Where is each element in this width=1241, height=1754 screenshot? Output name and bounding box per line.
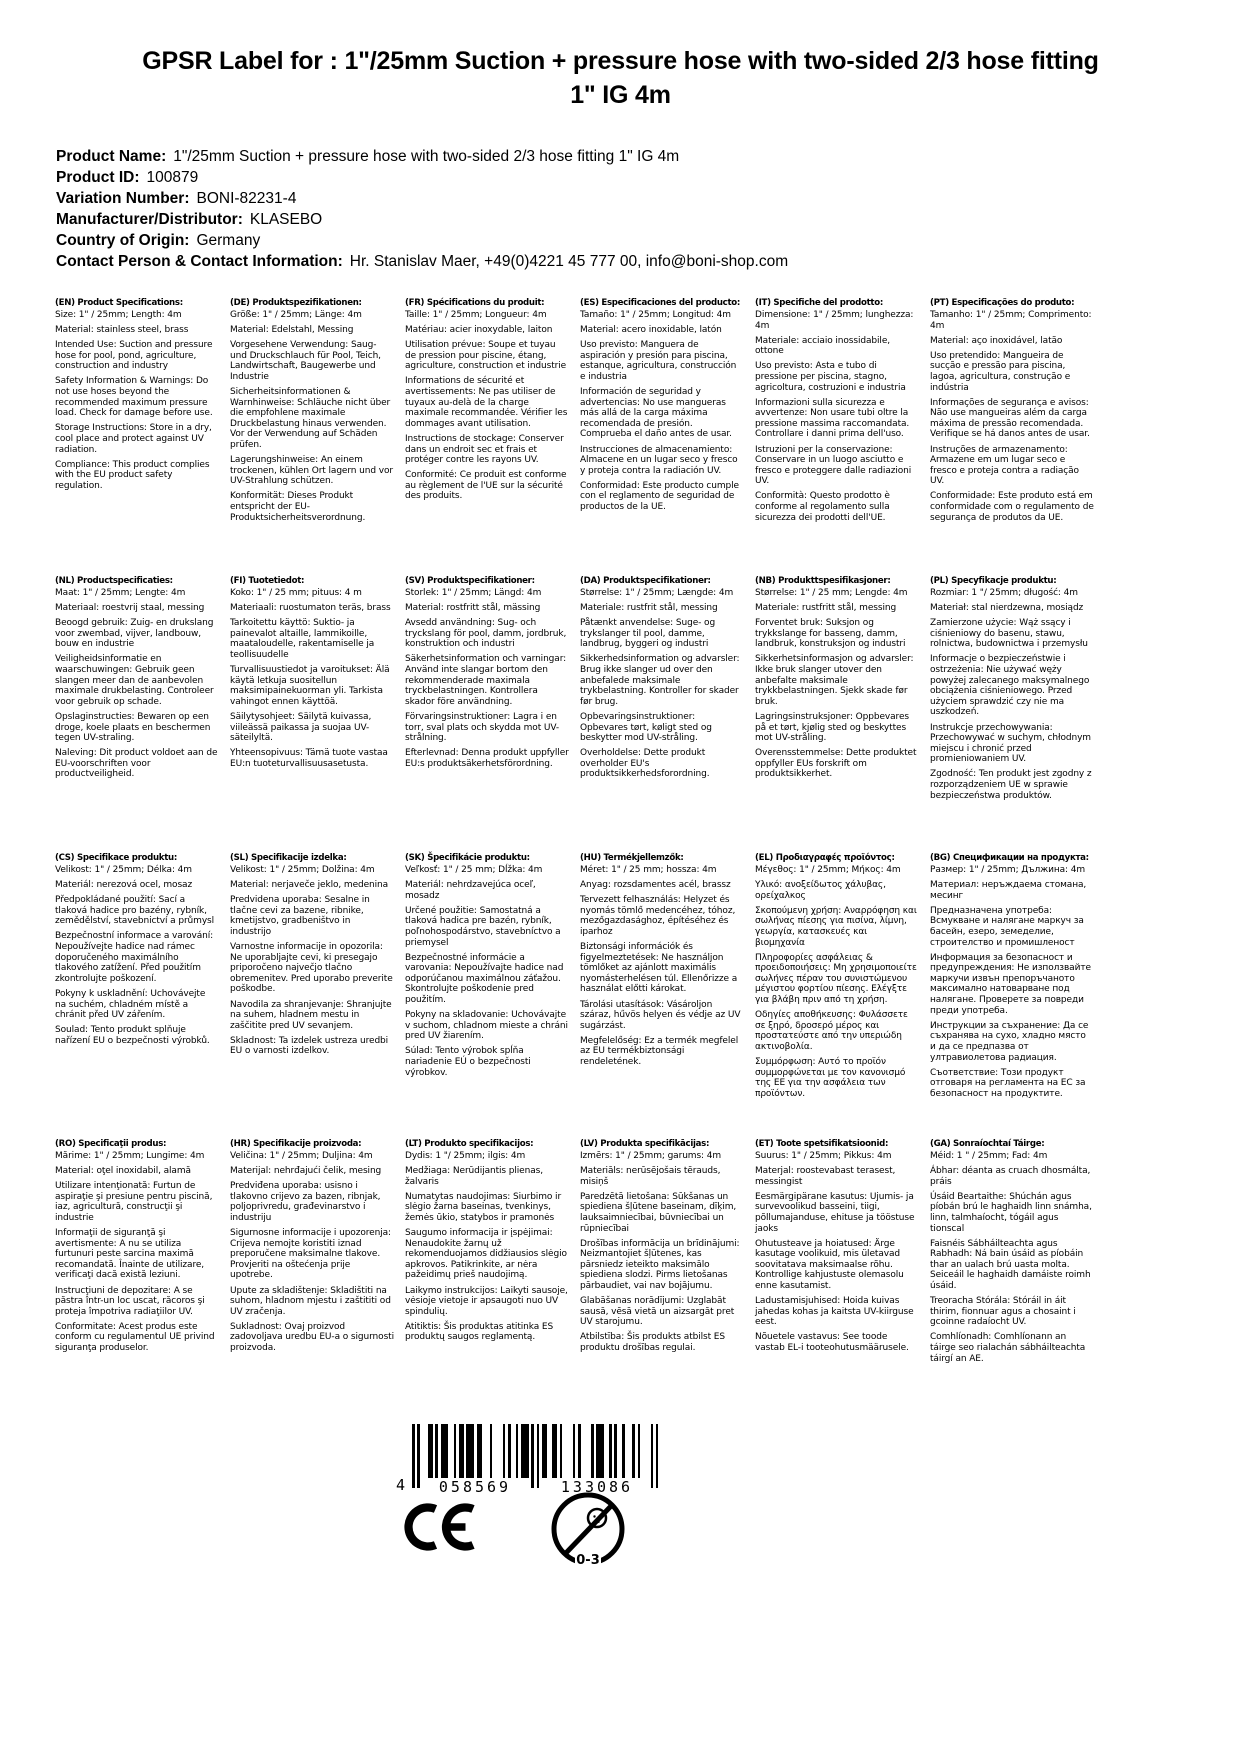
info-row-product-id — [56, 167, 788, 188]
lang-paragraph: Información de seguridad y advertencias: No use mangueras más allá de la carga máxima recomendada de presión. Comprueba el daño antes de usar. — [580, 387, 732, 440]
lang-title-fi: (FI) Tuotetiedot: — [230, 576, 305, 586]
lang-paragraph: Συμμόρφωση: Αυτό το προϊόν συμμορφώνεται με τον κανονισμό της ΕΕ για την ασφάλεια των προϊόντων. — [755, 1057, 906, 1099]
info-row-contact — [56, 251, 788, 272]
lang-paragraph: Medžiaga: Nerūdijantis plienas, žalvaris — [405, 1166, 543, 1187]
lang-col-en — [55, 298, 219, 496]
lang-paragraph: Biztonsági információk és figyelmeztetések: Ne használjon tömlőket az ajánlott maximális nyomásterhelésen túl. Ellenőrizze a használat előtti károkat. — [580, 942, 738, 995]
barcode-lead-digit: 4 — [396, 1476, 406, 1494]
lang-row-4 — [55, 1139, 1094, 1369]
barcode-digits-right: 133086 — [560, 1478, 634, 1496]
lang-paragraph: Určené použitie: Samostatná a tlaková hadica pre bazén, rybník, poľnohospodárstvo, stavebníctvo a priemysel — [405, 905, 561, 948]
lang-paragraph: Matériau: acier inoxydable, laiton — [405, 325, 553, 336]
lang-paragraph: Säkerhetsinformation och varningar: Använd inte slangar bortom den rekommenderade maximala tryckbelastningen. Kontrollera skador före användning. — [405, 654, 567, 707]
lang-paragraph: Størrelse: 1" / 25mm; Længde: 4m — [580, 588, 734, 598]
lang-paragraph: Opslaginstructies: Bewaren op een droge, koele plaats en beschermen tegen UV-straling. — [55, 711, 211, 744]
lang-paragraph: Laikymo instrukcijos: Laikyti sausoje, vėsioje vietoje ir apsaugoti nuo UV spindulių. — [405, 1285, 568, 1317]
lang-col-fi — [230, 576, 394, 774]
lang-paragraph: Safety Information & Warnings: Do not use hoses beyond the recommended maximum pressure load. Check for damage before use. — [55, 376, 213, 419]
lang-paragraph: Materiál: nehrdzavejúca oceľ, mosadz — [405, 880, 536, 901]
lang-paragraph: Skladnost: Ta izdelek ustreza uredbi EU o varnosti izdelkov. — [230, 1035, 389, 1057]
lang-paragraph: Påtænkt anvendelse: Suge- og trykslanger til pool, damme, landbrug, byggeri og industri — [580, 618, 716, 650]
lang-title-nb: (NB) Produkttspesifikasjoner: — [755, 576, 891, 586]
info-row-variation-number — [56, 188, 788, 209]
info-row-manufacturer — [56, 209, 788, 230]
lang-paragraph: Съответствие: Този продукт отговаря на регламента на ЕС за безопасност на продуктите. — [930, 1067, 1086, 1099]
info-label: Product Name: — [56, 148, 167, 165]
lang-paragraph: Size: 1" / 25mm; Length: 4m — [55, 310, 182, 320]
lang-paragraph: Beoogd gebruik: Zuig- en drukslang voor zwembad, vijver, landbouw, bouw en industrie — [55, 618, 214, 650]
lang-paragraph: Uso previsto: Asta e tubo di pressione per piscina, stagno, agricoltura, costruzioni e industria — [755, 361, 906, 393]
info-label: Contact Person & Contact Information: — [56, 253, 343, 270]
lang-paragraph: Informations de sécurité et avertissements: Ne pas utiliser de tuyaux au-delà de la charge maximale recommandée. Vérifier les dommages avant utilisation. — [405, 376, 568, 429]
lang-paragraph: Soulad: Tento produkt splňuje nařízení EU o bezpečnosti výrobků. — [55, 1025, 210, 1046]
lang-paragraph: Materiaali: ruostumaton teräs, brass — [230, 603, 391, 614]
lang-paragraph: Zamierzone użycie: Wąż ssący i ciśnieniowy do basenu, stawu, rolnictwa, budownictwa i przemysłu — [930, 618, 1088, 650]
lang-col-de — [230, 298, 394, 528]
lang-paragraph: Informações de segurança e avisos: Não use mangueiras além da carga máxima de pressão recomendada. Verifique se há danos antes de usar. — [930, 397, 1090, 440]
age-warning-label: 0-3 — [576, 1553, 600, 1568]
lang-paragraph: Instrukcje przechowywania: Przechowywać w suchym, chłodnym miejscu i chronić przed promieniowaniem UV. — [930, 722, 1091, 765]
lang-row-2 — [55, 576, 1094, 806]
lang-paragraph: Material: rostfritt stål, mässing — [405, 603, 541, 614]
lang-paragraph: Förvaringsinstruktioner: Lagra i en torr, sval plats och skydda mot UV-strålning. — [405, 711, 560, 744]
lang-paragraph: Tárolási utasítások: Vásároljon száraz, hűvös helyen és védje az UV sugárzást. — [580, 999, 741, 1031]
lang-paragraph: Информация за безопасност и предупреждения: Не използвайте маркучи извън препоръчаното максимално натоварване под налягане. Проверете за повреди преди употреба. — [930, 952, 1091, 1016]
lang-paragraph: Zgodność: Ten produkt jest zgodny z rozporządzeniem UE w sprawie bezpieczeństwa produktów. — [930, 769, 1092, 801]
lang-paragraph: Uso pretendido: Mangueira de sucção e pressão para piscina, lagoa, agricultura, construção e indústria — [930, 350, 1071, 393]
lang-col-it — [755, 298, 919, 528]
lang-paragraph: Varnostne informacije in opozorila: Ne uporabljajte cevi, ki presegajo priporočeno največjo tlačno obremenitev. Pred uporabo preverite poškodbe. — [230, 942, 393, 995]
lang-title-da: (DA) Produktspecifikationer: — [580, 576, 711, 586]
lang-col-bg — [930, 853, 1094, 1104]
lang-title-es: (ES) Especificaciones del producto: — [580, 298, 741, 308]
lang-paragraph: Storlek: 1" / 25mm; Längd: 4m — [405, 588, 542, 598]
lang-paragraph: Ábhar: déanta as cruach dhosmálta, práis — [930, 1166, 1091, 1187]
lang-col-hu — [580, 853, 744, 1072]
lang-title-et: (ET) Toote spetsifikatsioonid: — [755, 1139, 889, 1149]
lang-paragraph: Upute za skladištenje: Skladištiti na suhom, hladnom mjestu i zaštititi od UV zračenja. — [230, 1285, 391, 1317]
lang-col-es — [580, 298, 744, 517]
lang-paragraph: Vorgesehene Verwendung: Saug- und Druckschlauch für Pool, Teich, Landwirtschaft, Baugewerbe und Industrie — [230, 340, 381, 382]
info-value: 100879 — [146, 169, 199, 186]
lang-paragraph: Yhteensopivuus: Tämä tuote vastaa EU:n tuoteturvallisuusasetusta. — [230, 748, 388, 769]
lang-title-el: (EL) Προδιαγραφές προϊόντος: — [755, 853, 895, 863]
lang-paragraph: Avsedd användning: Sug- och tryckslang för pool, damm, jordbruk, konstruktion och industri — [405, 618, 567, 650]
lang-title-sl: (SL) Specifikacije izdelka: — [230, 853, 347, 863]
lang-paragraph: Glabāšanas norādījumi: Uzglabāt sausā, vēsā vietā un aizsargāt pret UV starojumu. — [580, 1296, 735, 1328]
lang-col-lt — [405, 1139, 569, 1348]
lang-title-pt: (PT) Especificações do produto: — [930, 298, 1075, 308]
lang-paragraph: Lagringsinstruksjoner: Oppbevares på et tørt, kjølig sted og beskyttes mot UV-stråling. — [755, 711, 909, 744]
lang-paragraph: Предназначена употреба: Всмукване и налягане маркуч за басейн, езеро, земеделие, строителство и промишленост — [930, 905, 1084, 948]
lang-row-1 — [55, 298, 1094, 528]
lang-paragraph: Ohutusteave ja hoiatused: Ärge kasutage voolikuid, mis ületavad soovitatava maksimaalse rõhu. Kontrollige kahjustuste olemasolu enne kasutamist. — [755, 1238, 904, 1292]
lang-paragraph: Istruzioni per la conservazione: Conservare in un luogo asciutto e fresco e proteggere dalle radiazioni UV. — [755, 444, 912, 487]
lang-col-pt — [930, 298, 1094, 528]
lang-col-sk — [405, 853, 569, 1083]
lang-paragraph: Υλικό: ανοξείδωτος χάλυβας, ορείχαλκος — [755, 880, 886, 901]
lang-paragraph: Material: nerjaveče jeklo, medenina — [230, 880, 389, 891]
lang-paragraph: Treoracha Stórála: Stóráil in áit thirim, fionnuar agus a chosaint i gcoinne radaíocht UV. — [930, 1296, 1076, 1328]
lang-paragraph: Saugumo informacija ir įspėjimai: Nenaudokite žarnų už rekomenduojamos didžiausios slėgio apkrovos. Patikrinkite, ar nėra pažeidimų prieš naudojimą. — [405, 1228, 567, 1281]
lang-paragraph: Faisnéis Sábháilteachta agus Rabhadh: Ná bain úsáid as píobáin thar an ualach brú uasta molta. Seiceáil le haghaidh damáiste roimh úsáid. — [930, 1238, 1091, 1292]
lang-paragraph: Materiāls: nerūsējošais tērauds, misiņš — [580, 1166, 721, 1187]
lang-paragraph: Informazioni sulla sicurezza e avvertenze: Non usare tubi oltre la pressione massima raccomandata. Controllare i danni prima dell'uso. — [755, 397, 910, 440]
info-value: Hr. Stanislav Maer, +49(0)4221 45 777 00, info@boni-shop.com — [349, 253, 789, 270]
lang-paragraph: Anyag: rozsdamentes acél, brassz — [580, 880, 731, 891]
lang-paragraph: Megfelelőség: Ez a termék megfelel az EU termékbiztonsági rendeletének. — [580, 1035, 739, 1067]
lang-paragraph: Πληροφορίες ασφάλειας & προειδοποιήσεις: Μη χρησιμοποιείτε σωλήνες πέραν του συνιστώμενου μέγιστου φορτίου πίεσης. Ελέγξτε για βλάβη πριν από τη χρήση. — [755, 952, 917, 1006]
lang-paragraph: Dydis: 1 "/ 25mm; ilgis: 4m — [405, 1151, 526, 1161]
lang-paragraph: Conformité: Ce produit est conforme au règlement de l'UE sur la sécurité des produits. — [405, 470, 567, 502]
lang-paragraph: Méret: 1" / 25 mm; hossza: 4m — [580, 865, 717, 875]
lang-paragraph: Dimensione: 1" / 25mm; lunghezza: 4m — [755, 310, 914, 331]
lang-title-ga: (GA) Sonraíochtaí Táirge: — [930, 1139, 1045, 1149]
lang-title-sk: (SK) Špecifikácie produktu: — [405, 853, 530, 863]
lang-paragraph: Sicherheitsinformationen & Warnhinweise: Schläuche nicht über die empfohlene maximale Druckbelastung hinaus verwenden. Vor der Verwendung auf Schäden prüfen. — [230, 387, 391, 451]
lang-paragraph: Utilisation prévue: Soupe et tuyau de pression pour piscine, étang, agriculture, construction et industrie — [405, 340, 567, 372]
info-value: 1"/25mm Suction + pressure hose with two-sided 2/3 hose fitting 1" IG 4m — [173, 148, 680, 165]
lang-paragraph: Predvidena uporaba: Sesalne in tlačne cevi za bazene, ribnike, kmetijstvo, gradbeništvo in industrijo — [230, 895, 370, 937]
lang-paragraph: Материал: неръждаема стомана, месинг — [930, 880, 1087, 901]
lang-title-hu: (HU) Termékjellemzők: — [580, 853, 684, 863]
lang-title-sv: (SV) Produktspecifikationer: — [405, 576, 535, 586]
info-value: KLASEBO — [249, 211, 323, 228]
lang-paragraph: Veiligheidsinformatie en waarschuwingen: Gebruik geen slangen meer dan de aanbevolen maximale drukbelasting. Controleer voor gebruik op schade. — [55, 654, 214, 707]
page-title: GPSR Label for : 1"/25mm Suction + pressure hose with two-sided 2/3 hose fitting 1" IG 4m — [142, 47, 1099, 109]
lang-col-el — [755, 853, 919, 1104]
lang-paragraph: Veličina: 1" / 25mm; Duljina: 4m — [230, 1151, 373, 1161]
lang-col-sv — [405, 576, 569, 774]
lang-paragraph: Οδηγίες αποθήκευσης: Φυλάσσετε σε ξηρό, δροσερό μέρος και προστατεύστε από την υπεριώδη ακτινοβολία. — [755, 1010, 908, 1052]
lang-paragraph: Storage Instructions: Store in a dry, cool place and protect against UV radiation. — [55, 423, 212, 455]
lang-paragraph: Konformität: Dieses Produkt entspricht der EU-Produktsicherheitsverordnung. — [230, 491, 366, 523]
lang-paragraph: Tamaño: 1" / 25mm; Longitud: 4m — [580, 310, 731, 320]
lang-col-sl — [230, 853, 394, 1062]
lang-paragraph: Predviđena uporaba: usisno i tlakovno crijevo za bazen, ribnjak, poljoprivredu, građevinarstvo i industriju — [230, 1181, 381, 1223]
age-warning-icon — [548, 1488, 628, 1574]
product-info — [56, 146, 788, 272]
info-label: Product ID: — [56, 169, 140, 186]
lang-paragraph: Informaţii de siguranţă şi avertismente: A nu se utiliza furtunuri peste sarcina maximă recomandată. Înainte de utilizare, verificaţi dacă există leziuni. — [55, 1228, 205, 1281]
lang-paragraph: Material: Edelstahl, Messing — [230, 325, 354, 336]
lang-title-nl: (NL) Productspecificaties: — [55, 576, 173, 586]
lang-col-fr — [405, 298, 569, 507]
lang-paragraph: Instrucţiuni de depozitare: A se păstra într-un loc uscat, răcoros şi proteja împotriva radiaţiilor UV. — [55, 1285, 205, 1317]
lang-paragraph: Material: stainless steel, brass — [55, 325, 189, 336]
lang-paragraph: Navodila za shranjevanje: Shranjujte na suhem, hladnem mestu in zaščitite pred UV sevanjem. — [230, 999, 392, 1031]
lang-paragraph: Conformidade: Este produto está em conformidade com o regulamento de segurança de produtos da UE. — [930, 491, 1094, 523]
lang-paragraph: Úsáid Beartaithe: Shúchán agus píobán brú le haghaidh linn snámha, linn, talmhaíocht, tógáil agus tionscal — [930, 1191, 1092, 1234]
lang-paragraph: Instructions de stockage: Conserver dans un endroit sec et frais et protéger contre les rayons UV. — [405, 433, 564, 466]
lang-paragraph: Comhlíonadh: Comhlíonann an táirge seo rialachán sábháilteachta táirgí an AE. — [930, 1332, 1086, 1364]
lang-paragraph: Materiale: rustfrit stål, messing — [580, 603, 718, 614]
lang-col-nb — [755, 576, 919, 785]
info-label: Country of Origin: — [56, 232, 190, 249]
info-label: Variation Number: — [56, 190, 190, 207]
info-row-product-name — [56, 146, 788, 167]
lang-paragraph: Maat: 1" / 25mm; Lengte: 4m — [55, 588, 186, 598]
lang-paragraph: Numatytas naudojimas: Siurbimo ir slėgio žarna baseinas, tvenkinys, žemės ūkio, statybos ir pramonės — [405, 1191, 562, 1223]
lang-paragraph: Opbevaringsinstruktioner: Opbevares tørt, køligt sted og beskytter mod UV-stråling. — [580, 711, 712, 744]
lang-paragraph: Pokyny na skladovanie: Uchovávajte v suchom, chladnom mieste a chráni pred UV žiarením. — [405, 1010, 568, 1042]
lang-paragraph: Materiale: rustfritt stål, messing — [755, 603, 897, 614]
lang-paragraph: Materiale: acciaio inossidabile, ottone — [755, 335, 891, 357]
lang-paragraph: Velikost: 1" / 25mm; Dolžina: 4m — [230, 865, 375, 875]
lang-paragraph: Größe: 1" / 25mm; Länge: 4m — [230, 310, 362, 320]
lang-paragraph: Izmērs: 1" / 25mm; garums: 4m — [580, 1151, 722, 1161]
barcode-digits-left: 058569 — [438, 1478, 512, 1496]
lang-paragraph: Overholdelse: Dette produkt overholder EU's produktsikkerhedsforordning. — [580, 748, 710, 780]
lang-col-et — [755, 1139, 919, 1358]
lang-paragraph: Conformidad: Este producto cumple con el reglamento de seguridad de productos de la UE. — [580, 480, 739, 512]
lang-paragraph: Sukladnost: Ovaj proizvod zadovoljava uredbu EU-a o sigurnosti proizvoda. — [230, 1321, 394, 1353]
lang-paragraph: Σκοπούμενη χρήση: Αναρρόφηση και σωλήνας πίεσης για πισίνα, λίμνη, γεωργία, κατασκευές και βιομηχανία — [755, 905, 917, 948]
lang-paragraph: Předpokládané použití: Sací a tlaková hadice pro bazény, rybník, zemědělství, stavebnictví a průmysl — [55, 895, 215, 927]
lang-paragraph: Instruções de armazenamento: Armazene em um lugar seco e fresco e proteja contra a radiação UV. — [930, 444, 1079, 487]
lang-title-cs: (CS) Specifikace produktu: — [55, 853, 177, 863]
info-value: Germany — [196, 232, 261, 249]
lang-title-de: (DE) Produktspezifikationen: — [230, 298, 362, 308]
lang-col-cs — [55, 853, 219, 1051]
lang-paragraph: Uso previsto: Manguera de aspiración y presión para piscina, estanque, agricultura, construcción e industria — [580, 340, 737, 382]
lang-paragraph: Materiał: stal nierdzewna, mosiądz — [930, 603, 1084, 614]
lang-title-ro: (RO) Specificaţii produs: — [55, 1139, 167, 1149]
lang-paragraph: Bezpečnostní informace a varování: Nepoužívejte hadice nad rámec doporučeného maximálního tlakového zatížení. Před použitím zkontrolujte poškození. — [55, 931, 214, 984]
lang-paragraph: Materjal: roostevabast terasest, messingist — [755, 1166, 896, 1187]
lang-paragraph: Efterlevnad: Denna produkt uppfyller EU:s produktsäkerhetsförordning. — [405, 748, 569, 769]
lang-title-lt: (LT) Produkto specifikacijos: — [405, 1139, 534, 1149]
lang-paragraph: Velikost: 1" / 25mm; Délka: 4m — [55, 865, 192, 875]
lang-title-en: (EN) Product Specifications: — [55, 298, 183, 308]
lang-paragraph: Eesmärgipärane kasutus: Ujumis- ja survevoolikud basseini, tiigi, põllumajanduse, ehituse ja tööstuse jaoks — [755, 1191, 915, 1234]
info-value: BONI-82231-4 — [196, 190, 297, 207]
lang-paragraph: Mărime: 1" / 25mm; Lungime: 4m — [55, 1151, 205, 1161]
lang-paragraph: Koko: 1" / 25 mm; pituus: 4 m — [230, 588, 362, 598]
lang-paragraph: Sikkerhetsinformasjon og advarsler: Ikke bruk slanger utover den anbefalte maksimale trykkbelastningen. Sjekk skade før bruk. — [755, 654, 914, 707]
lang-title-lv: (LV) Produkta specifikācijas: — [580, 1139, 710, 1149]
lang-paragraph: Utilizare intenţionată: Furtun de aspiraţie şi presiune pentru piscină, iaz, agricultură, construcţii şi industrie — [55, 1181, 213, 1223]
lang-col-lv — [580, 1139, 744, 1358]
lang-paragraph: Drošības informācija un brīdinājumi: Neizmantojiet šļūtenes, kas pārsniedz ieteikto maksimālo spiediena slodzi. Pirms lietošanas pārbaudiet, vai nav bojājumu. — [580, 1238, 740, 1292]
barcode-bar — [656, 1424, 659, 1488]
lang-paragraph: Atitiktis: Šis produktas atitinka ES produktų saugos reglamentą. — [405, 1321, 554, 1343]
lang-paragraph: Méid: 1 " / 25mm; Fad: 4m — [930, 1151, 1048, 1161]
lang-paragraph: Materijal: nehrđajući čelik, mesing — [230, 1166, 382, 1177]
info-label: Manufacturer/Distributor: — [56, 211, 243, 228]
lang-paragraph: Ladustamisjuhised: Hoida kuivas jahedas kohas ja kaitsta UV-kiirguse eest. — [755, 1296, 914, 1328]
lang-paragraph: Størrelse: 1" / 25 mm; Lengde: 4m — [755, 588, 908, 598]
lang-paragraph: Conformitate: Acest produs este conform cu regulamentul UE privind siguranţa produselor. — [55, 1321, 215, 1353]
lang-paragraph: Veľkosť: 1" / 25 mm; Dĺžka: 4m — [405, 865, 543, 875]
lang-col-da — [580, 576, 744, 785]
ce-mark-icon — [398, 1502, 476, 1552]
lang-paragraph: Taille: 1" / 25mm; Longueur: 4m — [405, 310, 547, 320]
lang-paragraph: Pokyny k uskladnění: Uchovávejte na suchém, chladném místě a chránit před UV zářením. — [55, 988, 206, 1021]
lang-title-hr: (HR) Specifikacije proizvoda: — [230, 1139, 362, 1149]
lang-col-ga — [930, 1139, 1094, 1369]
lang-paragraph: Инструкции за съхранение: Да се съхранява на сухо, хладно място и да се предпазва от ултравиолетова радиация. — [930, 1020, 1089, 1063]
lang-paragraph: Paredzētā lietošana: Sūkšanas un spiediena šļūtene baseinam, dīķim, lauksaimniecībai, būvniecībai un rūpniecībai — [580, 1191, 737, 1234]
lang-paragraph: Sigurnosne informacije i upozorenja: Crijeva nemojte koristiti iznad preporučene maksimalne tlakove. Provjeriti na oštećenja prije upotrebe. — [230, 1228, 391, 1281]
lang-paragraph: Lagerungshinweise: An einem trockenen, kühlen Ort lagern und vor UV-Strahlung schützen. — [230, 455, 393, 487]
lang-title-it: (IT) Specifiche del prodotto: — [755, 298, 883, 308]
lang-paragraph: Súlad: Tento výrobok spĺňa nariadenie EÚ o bezpečnosti výrobkov. — [405, 1046, 531, 1078]
lang-paragraph: Overensstemmelse: Dette produktet oppfyller EUs forskrift om produktsikkerhet. — [755, 748, 917, 780]
lang-paragraph: Compliance: This product complies with the EU product safety regulation. — [55, 459, 210, 491]
lang-col-nl — [55, 576, 219, 785]
lang-paragraph: Μέγεθος: 1" / 25mm; Μήκος: 4m — [755, 865, 901, 875]
lang-paragraph: Forventet bruk: Suksjon og trykkslange for basseng, damm, landbruk, konstruksjon og industri — [755, 618, 906, 650]
lang-paragraph: Naleving: Dit product voldoet aan de EU-voorschriften voor productveiligheid. — [55, 748, 218, 780]
lang-paragraph: Nõuetele vastavus: See toode vastab EL-i tooteohutusmäärusele. — [755, 1332, 909, 1353]
lang-paragraph: Размер: 1" / 25mm; Дължина: 4m — [930, 865, 1086, 875]
lang-paragraph: Materiál: nerezová ocel, mosaz — [55, 880, 193, 891]
lang-paragraph: Tervezett felhasználás: Helyzet és nyomás tömlő medencéhez, tóhoz, mezőgazdasághoz, építéséhez és iparhoz — [580, 895, 736, 937]
lang-paragraph: Material: aço inoxidável, latão — [930, 335, 1063, 346]
lang-paragraph: Material: acero inoxidable, latón — [580, 325, 722, 336]
lang-paragraph: Tamanho: 1" / 25mm; Comprimento: 4m — [930, 310, 1092, 331]
lang-col-pl — [930, 576, 1094, 806]
lang-paragraph: Informacje o bezpieczeństwie i ostrzeżenia: Nie używać węży powyżej zalecanego maksymalnego obciążenia ciśnieniowego. Przed użyciem sprawdzić czy nie ma uszkodzeń. — [930, 654, 1090, 718]
lang-paragraph: Suurus: 1" / 25mm; Pikkus: 4m — [755, 1151, 892, 1161]
lang-paragraph: Instrucciones de almacenamiento: Almacene en un lugar seco y fresco y proteja contra la radiación UV. — [580, 444, 738, 476]
lang-paragraph: Rozmiar: 1 "/ 25mm; długość: 4m — [930, 588, 1078, 598]
lang-title-fr: (FR) Spécifications du produit: — [405, 298, 545, 308]
lang-paragraph: Material: oţel inoxidabil, alamă — [55, 1166, 191, 1177]
lang-paragraph: Sikkerhedsinformation og advarsler: Brug ikke slanger ud over den anbefalede maksimale trykbelastning. Kontroller for skader før brug. — [580, 654, 740, 707]
lang-row-3 — [55, 853, 1094, 1104]
lang-col-hr — [230, 1139, 394, 1358]
lang-paragraph: Bezpečnostné informácie a varovania: Nepoužívajte hadice nad odporúčanou maximálnou záťažou. Skontrolujte poškodenie pred použitím. — [405, 952, 564, 1006]
lang-paragraph: Atbilstība: Šis produkts atbilst ES produktu drošības regulai. — [580, 1332, 726, 1353]
lang-paragraph: Materiaal: roestvrij staal, messing — [55, 603, 205, 614]
lang-paragraph: Turvallisuustiedot ja varoitukset: Älä käytä letkuja suositellun maksimipainekuorman yli. Tarkista vahingot ennen käyttöä. — [230, 665, 390, 707]
info-row-country-of-origin — [56, 230, 788, 251]
lang-col-ro — [55, 1139, 219, 1358]
lang-paragraph: Conformità: Questo prodotto è conforme al regolamento sulla sicurezza dei prodotti dell'UE. — [755, 491, 890, 523]
lang-paragraph: Säilytysohjeet: Säilytä kuivassa, viileässä paikassa ja suojaa UV-säteilyltä. — [230, 711, 372, 744]
lang-paragraph: Intended Use: Suction and pressure hose for pool, pond, agriculture, construction and industry — [55, 340, 213, 372]
lang-title-pl: (PL) Specyfikacje produktu: — [930, 576, 1057, 586]
lang-paragraph: Tarkoitettu käyttö: Suktio- ja painevalot altaille, lammikoille, maataloudelle, rakentamiselle ja teollisuudelle — [230, 618, 375, 660]
lang-title-bg: (BG) Спецификации на продукта: — [930, 853, 1089, 863]
